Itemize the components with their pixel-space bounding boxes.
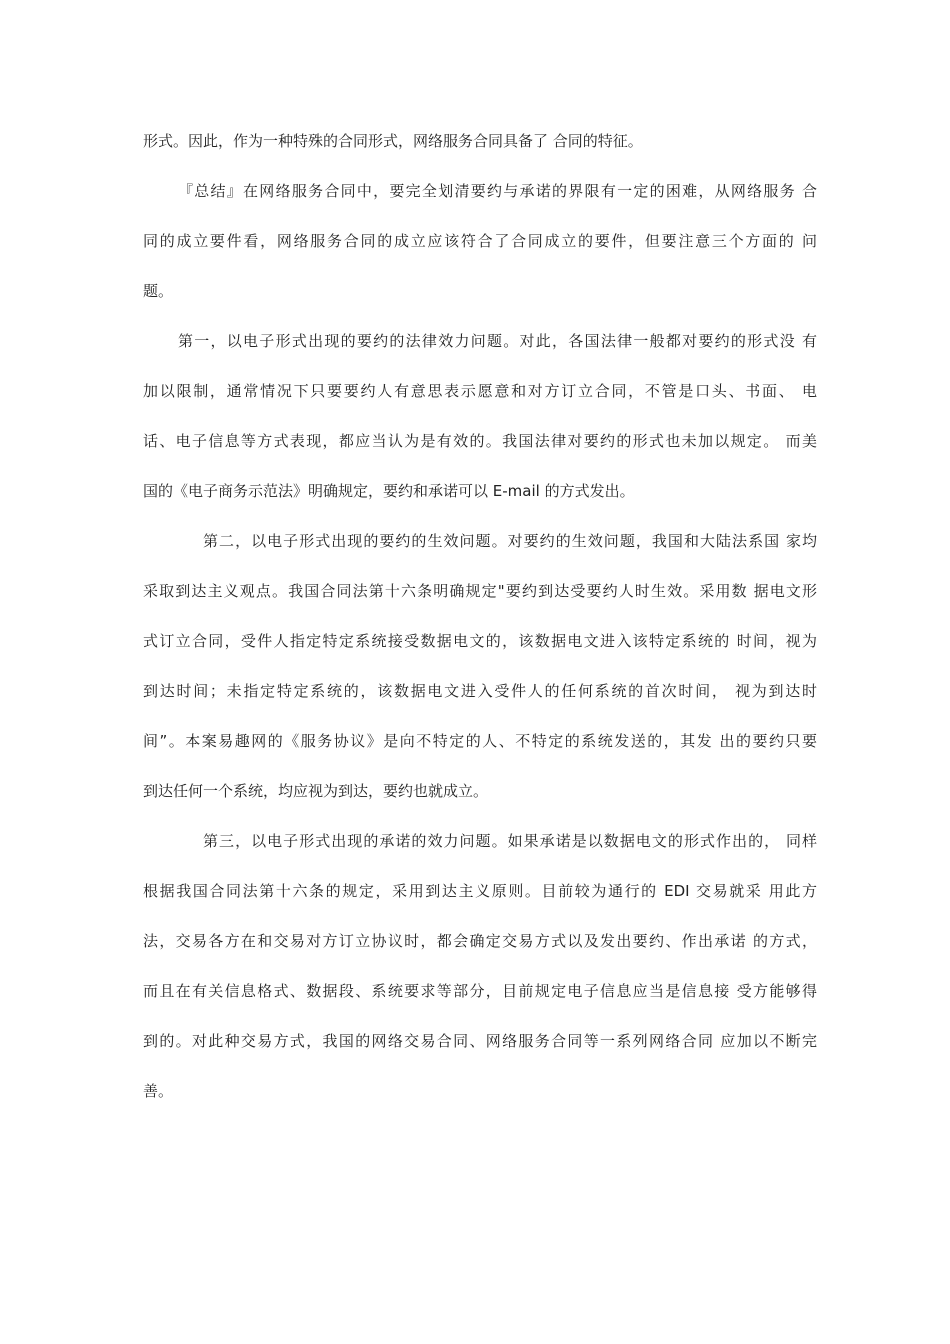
text-line: 间”。本案易趣网的《服务协议》是向不特定的人、不特定的系统发送的，其发 出的要约只要: [143, 732, 817, 750]
text-line: 国的《电子商务示范法》明确规定，要约和承诺可以 E-mail 的方式发出。: [143, 482, 635, 500]
text-line: 题。: [143, 282, 174, 300]
text-line: 到达时间；未指定特定系统的，该数据电文进入受件人的任何系统的首次时间， 视为到达时: [143, 682, 817, 700]
text-line: 到的。对此种交易方式，我国的网络交易合同、网络服务合同等一系列网络合同 应加以不断完: [143, 1032, 817, 1050]
text-line: 第一，以电子形式出现的要约的法律效力问题。对此，各国法律一般都对要约的形式没 有: [178, 332, 817, 350]
text-line: 而且在有关信息格式、数据段、系统要求等部分，目前规定电子信息应当是信息接 受方能够得: [143, 982, 817, 1000]
text-line: 第二，以电子形式出现的要约的生效问题。对要约的生效问题，我国和大陆法系国 家均: [203, 532, 817, 550]
text-line: 同的成立要件看，网络服务合同的成立应该符合了合同成立的要件，但要注意三个方面的 问: [143, 232, 817, 250]
text-line: 采取到达主义观点。我国合同法第十六条明确规定"要约到达受要约人时生效。采用数 据电文形: [143, 582, 817, 600]
text-line: 式订立合同，受件人指定特定系统接受数据电文的，该数据电文进入该特定系统的 时间，视为: [143, 632, 817, 650]
text-line: 第三，以电子形式出现的承诺的效力问题。如果承诺是以数据电文的形式作出的， 同样: [203, 832, 817, 850]
text-line: 话、电子信息等方式表现，都应当认为是有效的。我国法律对要约的形式也未加以规定。 而美: [143, 432, 817, 450]
text-line: 『总结』在网络服务合同中，要完全划清要约与承诺的界限有一定的困难，从网络服务 合: [178, 182, 817, 200]
text-line: 形式。因此，作为一种特殊的合同形式，网络服务合同具备了 合同的特征。: [143, 132, 643, 150]
text-line: 法，交易各方在和交易对方订立协议时，都会确定交易方式以及发出要约、作出承诺 的方式，: [143, 932, 817, 950]
text-line: 到达任何一个系统，均应视为到达，要约也就成立。: [143, 782, 489, 800]
text-line: 加以限制，通常情况下只要要约人有意思表示愿意和对方订立合同，不管是口头、书面、 电: [143, 382, 817, 400]
text-line: 善。: [143, 1082, 174, 1100]
text-line: 根据我国合同法第十六条的规定，采用到达主义原则。目前较为通行的 EDI 交易就采 用此方: [143, 882, 817, 900]
